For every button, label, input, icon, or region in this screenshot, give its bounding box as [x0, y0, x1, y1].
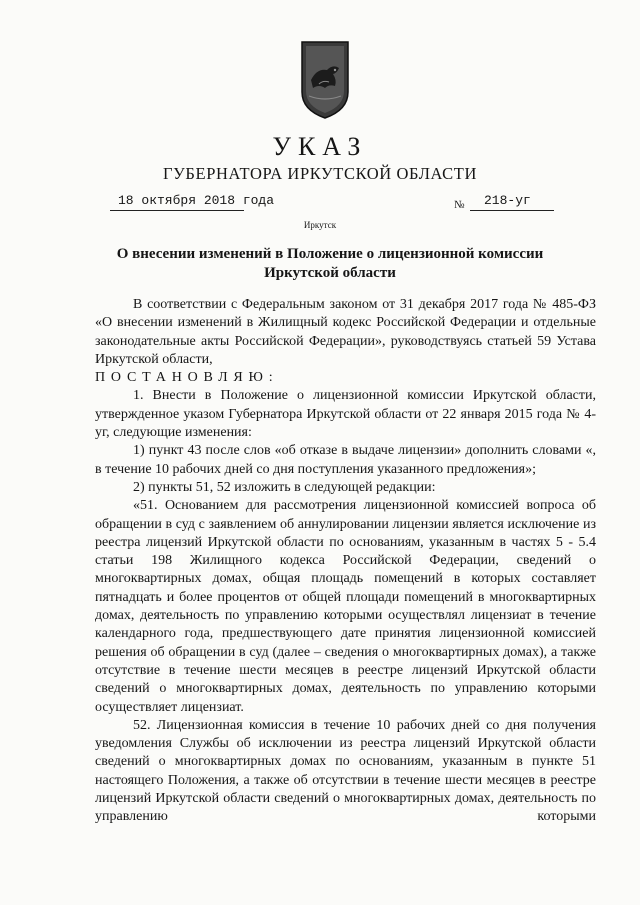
document-city: Иркутск — [303, 220, 337, 230]
number-sign: № — [454, 199, 465, 211]
preamble-paragraph: В соответствии с Федеральным законом от 31 декабря 2017 года № 485-ФЗ «О внесении изменений в Жилищный кодекс Российской Федерации и отдельные законодательные акты Российской Федерации», руководствуясь статьей 59 Устава Иркутской области, — [95, 297, 596, 367]
subject-line-2: Иркутской области — [264, 265, 396, 281]
date-underline — [110, 210, 244, 211]
document-subtitle: ГУБЕРНАТОРА ИРКУТСКОЙ ОБЛАСТИ — [163, 164, 477, 183]
irkutsk-coat-of-arms-icon — [299, 40, 351, 120]
subject-line-1: О внесении изменений в Положение о лицензионной комиссии — [116, 246, 544, 262]
item-1-1-paragraph: 1) пункт 43 после слов «об отказе в выдаче лицензии» дополнить словами «, в течение 10 рабочих дней со дня поступления указанного предложения»; — [95, 443, 596, 477]
paragraph-51: «51. Основанием для рассмотрения лицензионной комиссией вопроса об обращении в суд с заявлением об аннулировании лицензии является исключение из реестра лицензий Иркутской области по основаниям, указанным в частях 5 - 5.4 статьи 198 Жилищного кодекса Российской Федерации, сведений о многоквартирных домах, общая площадь помещений в которых составляет пятнадцать и более процентов от общей площади помещений в многоквартирных домах, деятельность по управлению которыми осуществлял лицензиат в течение календарного года, предшествующего дате принятия лицензионной комиссией решения об обращении в суд (далее – сведения о многоквартирных домах), а также отсутствие в течение шести месяцев в реестре лицензий Иркутской области сведений о многоквартирных домах, деятельность по управлению которыми осуществляет лицензиат. — [95, 498, 596, 715]
document-subject — [80, 245, 580, 283]
number-underline — [470, 210, 554, 211]
item-1-paragraph: 1. Внести в Положение о лицензионной комиссии Иркутской области, утвержденное указом Губернатора Иркутской области от 22 января 2015 года № 4-уг, следующие изменения: — [95, 388, 596, 441]
document-title: УКАЗ — [272, 132, 368, 161]
document-number: 218-уг — [484, 193, 531, 208]
decree-word: ПОСТАНОВЛЯЮ: — [95, 370, 279, 386]
item-1-2-paragraph: 2) пункты 51, 52 изложить в следующей редакции: — [133, 479, 436, 495]
paragraph-52: 52. Лицензионная комиссия в течение 10 рабочих дней со дня получения уведомления Службы об исключении из реестра лицензий Иркутской области сведений о многоквартирных домах по основаниям, указанным в пункте 51 настоящего Положения, а также об отсутствии в течение шести месяцев в реестре лицензий Иркутской области сведений о многоквартирных домах, деятельность по управлению которыми — [95, 717, 596, 825]
document-date: 18 октября 2018 года — [118, 193, 275, 208]
document-body — [95, 296, 596, 827]
